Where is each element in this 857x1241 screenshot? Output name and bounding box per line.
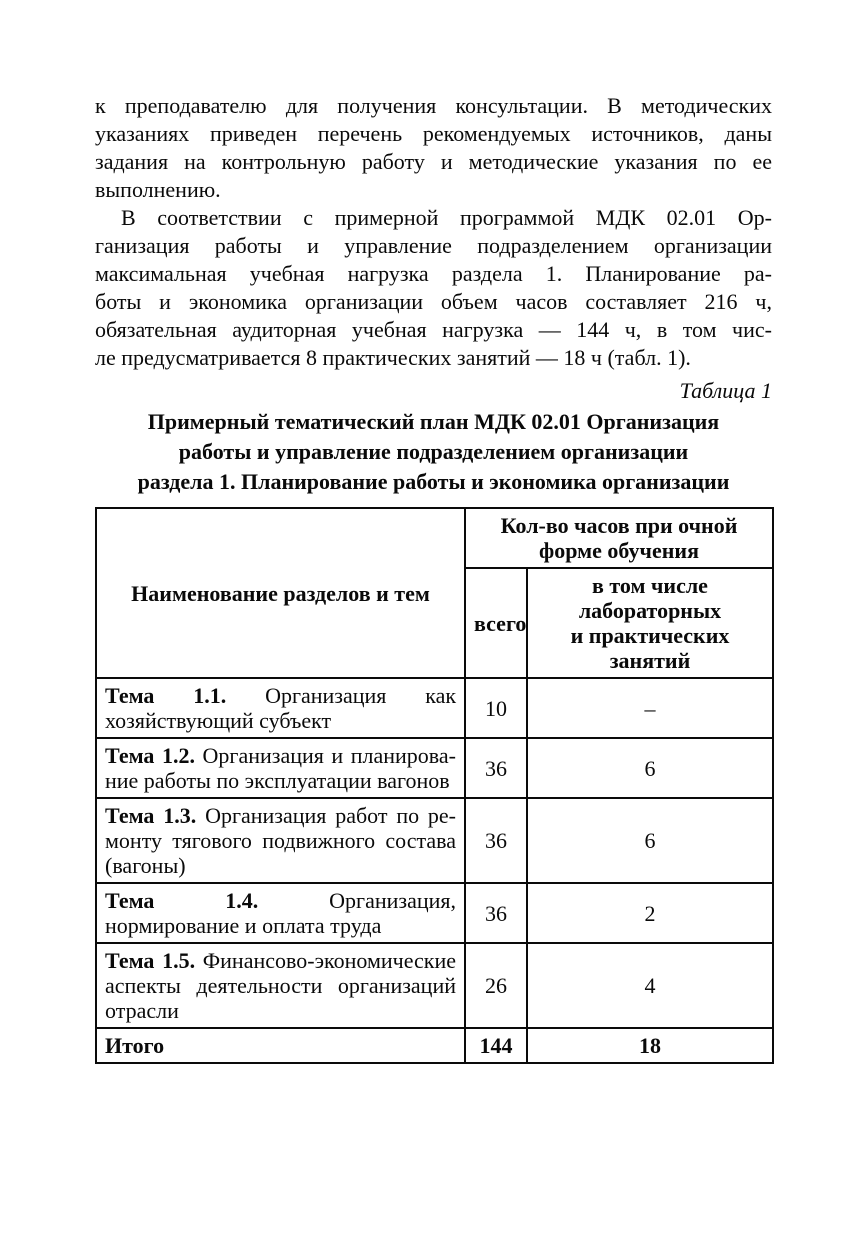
table-row-topic-1-2 <box>96 738 773 798</box>
total-hours-cell: 36 <box>465 883 527 943</box>
lab-hours-cell: 6 <box>527 798 773 883</box>
total-hours-cell: 36 <box>465 798 527 883</box>
total-hours-cell: 10 <box>465 678 527 738</box>
topic-name-cell <box>96 798 465 883</box>
lab-hours-cell: – <box>527 678 773 738</box>
topic-name-cell <box>96 738 465 798</box>
header-lab-column: в том числе лабораторных и практических занятий <box>527 568 773 678</box>
table-row-topic-1-5 <box>96 943 773 1028</box>
topic-text: Организация как хозяйствующий субъект <box>105 683 457 733</box>
table-row-topic-1-1 <box>96 678 773 738</box>
table-row-topic-1-4 <box>96 883 773 943</box>
lab-hours-cell: 6 <box>527 738 773 798</box>
header-name-column: Наименование разделов и тем <box>96 508 465 678</box>
topic-name-cell <box>96 943 465 1028</box>
table-caption: Таблица 1 <box>679 378 772 403</box>
header-hours-group: Кол-во часов при очной форме обучения <box>465 508 773 568</box>
topic-label: Тема 1.3. <box>105 803 197 828</box>
paragraph-1: к преподавателю для получения консультации. В методических указаниях приведен перечень рекомендуемых источников, даны задания на контрольную работу и методические указания по ее выполнению. <box>95 93 772 202</box>
paragraph-2: В соответствии с примерной программой МДК 02.01 Ор- ганизация работы и управление подразделением организации максимальная учебная нагрузка раздела 1. Планирование ра- боты и экономика организации объем часов составляет 216 ч, обязательная аудиторная учебная нагрузка — 144 ч, в том чис- ле предусматривается 8 практических занятий — 18 ч (табл. 1). <box>95 205 772 370</box>
topic-name-cell <box>96 678 465 738</box>
thematic-plan-table <box>95 507 774 1064</box>
table-header-row-1 <box>96 508 773 568</box>
header-total-column: всего <box>465 568 527 678</box>
topic-text: Организация работ по ремонту тягового подвижного состава (вагоны) <box>105 803 456 878</box>
total-row-lab-hours: 18 <box>527 1028 773 1063</box>
total-hours-cell: 26 <box>465 943 527 1028</box>
total-row-hours: 144 <box>465 1028 527 1063</box>
topic-label: Тема 1.1. <box>105 683 227 708</box>
topic-name-cell <box>96 883 465 943</box>
total-hours-cell: 36 <box>465 738 527 798</box>
lab-hours-cell: 4 <box>527 943 773 1028</box>
topic-label: Тема 1.4. <box>105 888 259 913</box>
topic-text: Организация, нормирование и оплата труда <box>105 888 456 938</box>
topic-text: Организация и планирование работы по эксплуатации вагонов <box>105 743 456 793</box>
topic-label: Тема 1.5. <box>105 948 196 973</box>
total-row-label: Итого <box>96 1028 465 1063</box>
table-row-topic-1-3 <box>96 798 773 883</box>
topic-label: Тема 1.2. <box>105 743 195 768</box>
table-title: Примерный тематический план МДК 02.01 Организация работы и управление подразделением организации раздела 1. Планирование работы и экономика организации <box>137 409 730 494</box>
lab-hours-cell: 2 <box>527 883 773 943</box>
topic-text: Финансово-экономические аспекты деятельности организаций отрасли <box>105 948 457 1023</box>
table-row-total <box>96 1028 773 1063</box>
